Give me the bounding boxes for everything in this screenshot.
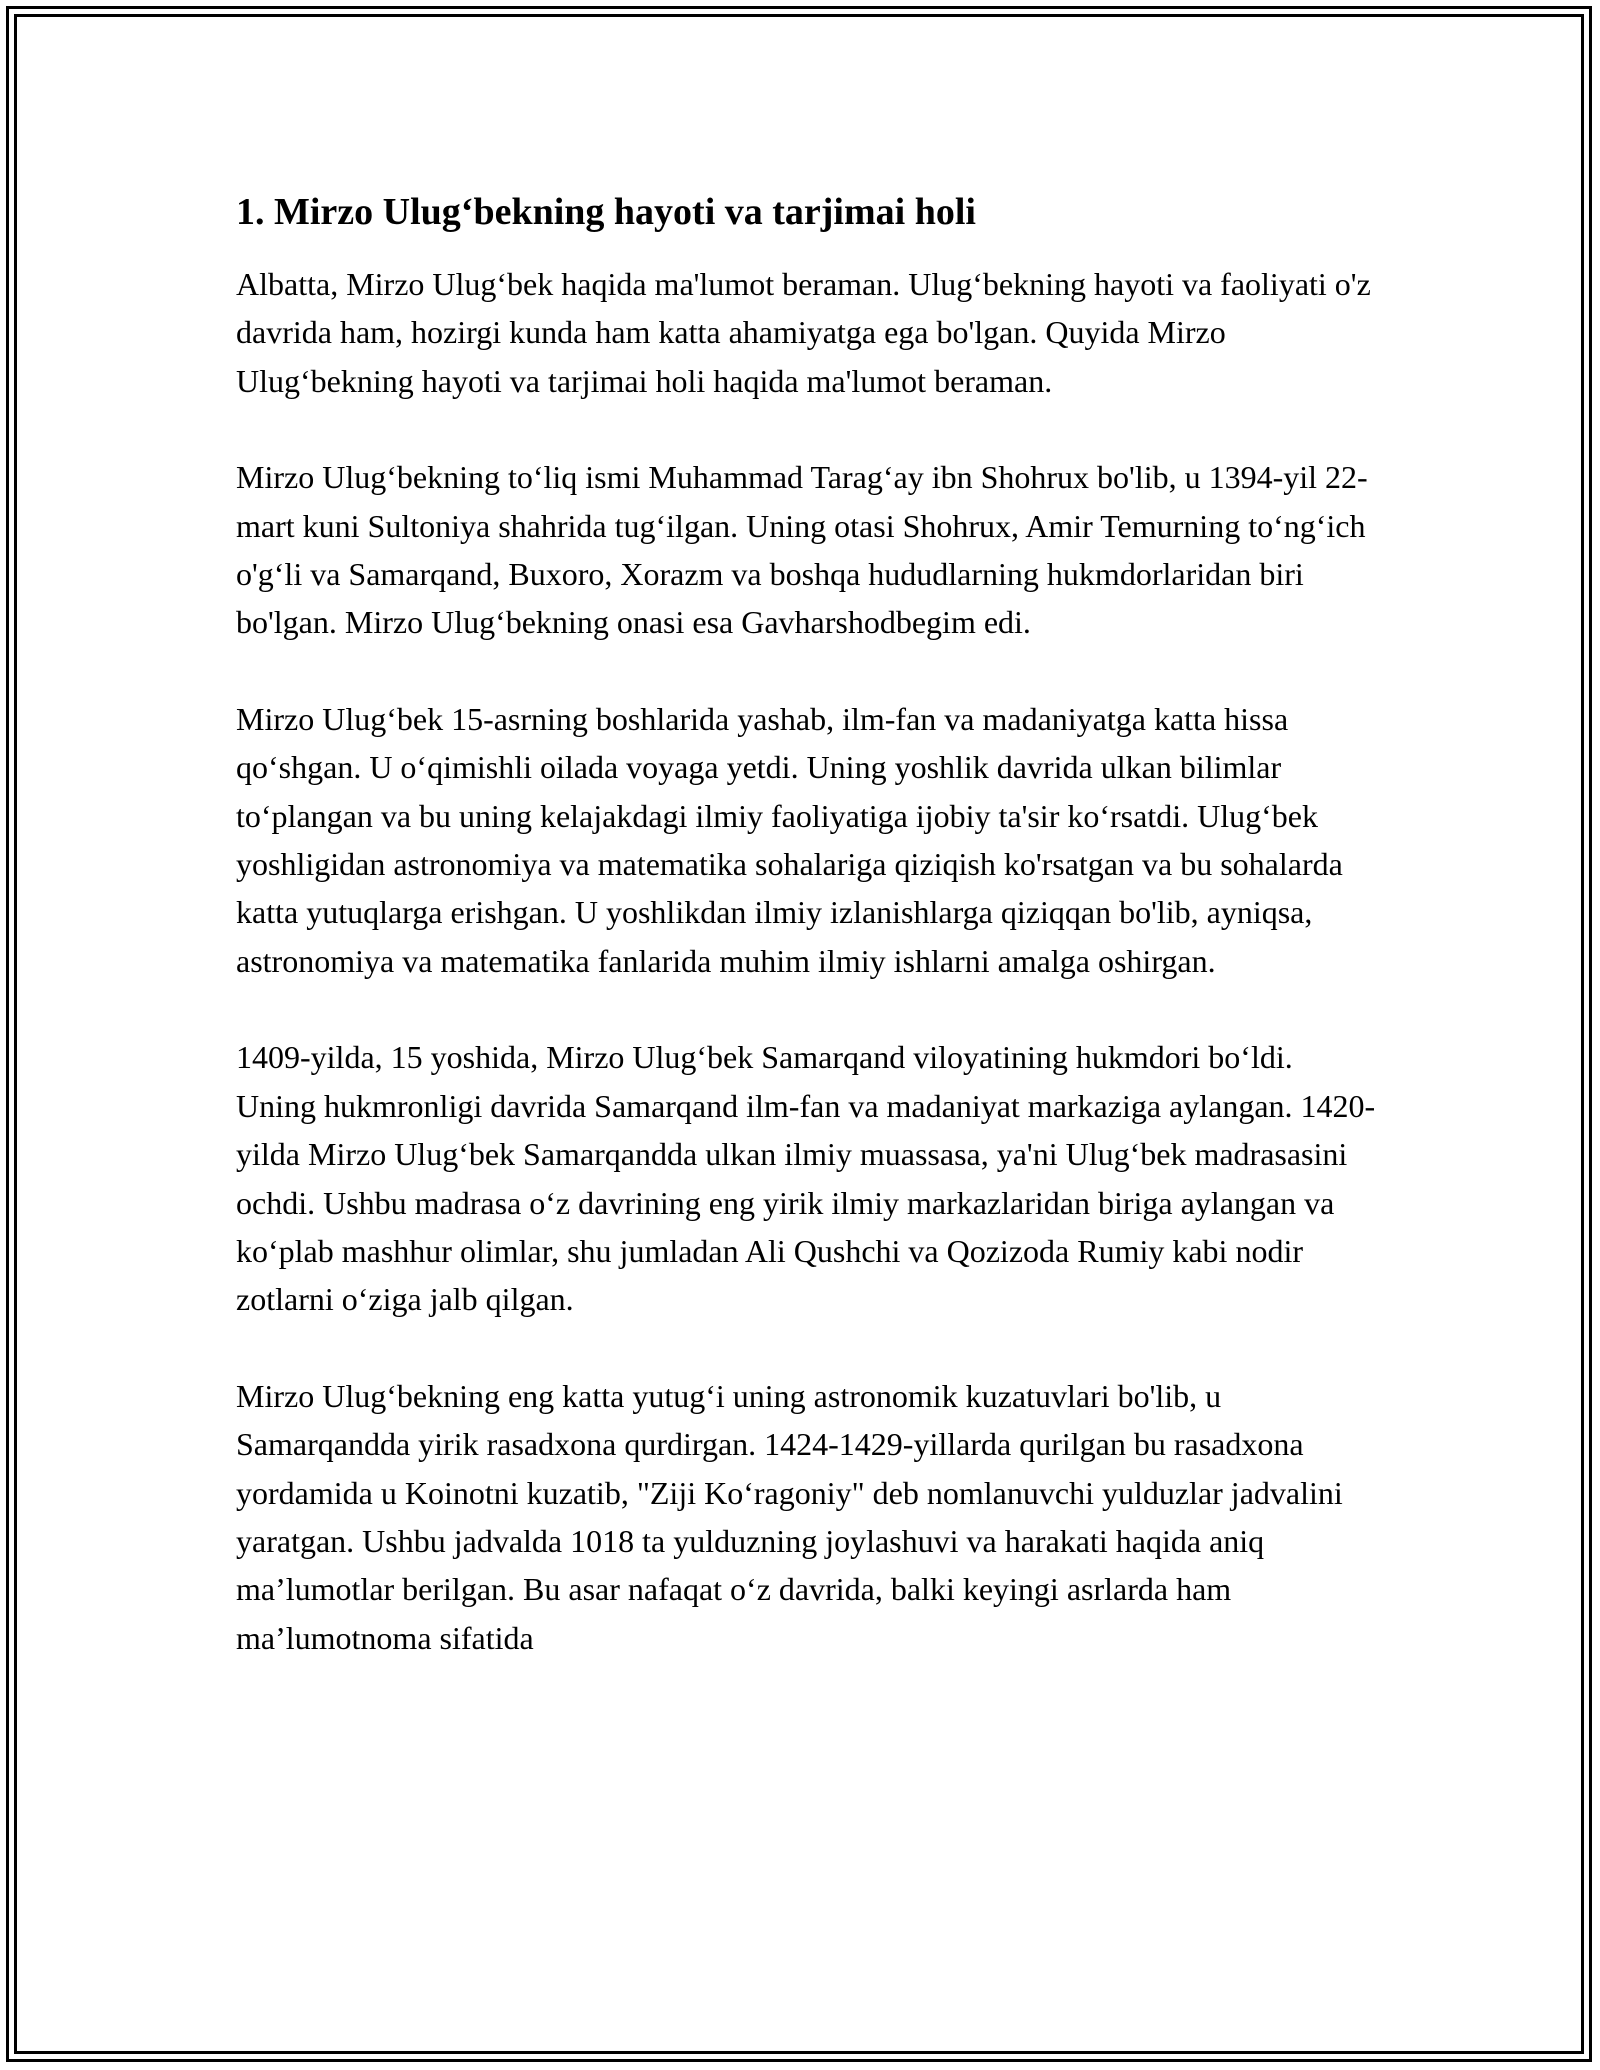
paragraph-origin: Mirzo Ulug‘bekning to‘liq ismi Muhammad Tarag‘ay ibn Shohrux bo'lib, u 1394-yil 22-mart kuni Sultoniya shahrida tug‘ilgan. Uning otasi Shohrux, Amir Temurning to‘ng‘ich o'g‘li va Samarqand, Buxoro, Xorazm va boshqa hududlarning hukmdorlaridan biri bo'lgan. Mirzo Ulug‘bekning onasi esa Gavharshodbegim edi. [236, 459, 1368, 641]
paragraph-rule: 1409-yilda, 15 yoshida, Mirzo Ulug‘bek Samarqand viloyatining hukmdori bo‘ldi. Uning hukmronligi davrida Samarqand ilm-fan va madaniyat markaziga aylangan. 1420-yilda Mirzo Ulug‘bek Samarqandda ulkan ilmiy muassasa, ya'ni Ulug‘bek madrasasini ochdi. Ushbu madrasa o‘z davrining eng yirik ilmiy markazlaridan biriga aylangan va ko‘plab mashhur olimlar, shu jumladan Ali Qushchi va Qozizoda Rumiy kabi nodir zotlarni o‘ziga jalb qilgan. [236, 1039, 1376, 1318]
paragraph-intro: Albatta, Mirzo Ulug‘bek haqida ma'lumot beraman. Ulug‘bekning hayoti va faoliyati o'z davrida ham, hozirgi kunda ham katta ahamiyatga ega bo'lgan. Quyida Mirzo Ulug‘bekning hayoti va tarjimai holi haqida ma'lumot beraman. [236, 266, 1371, 399]
paragraph-youth: Mirzo Ulug‘bek 15-asrning boshlarida yashab, ilm-fan va madaniyatga katta hissa qo‘shgan. U o‘qimishli oilada voyaga yetdi. Uning yoshlik davrida ulkan bilimlar to‘plangan va bu uning kelajakdagi ilmiy faoliyatiga ijobiy ta'sir ko‘rsatdi. Ulug‘bek yoshligidan astronomiya va matematika sohalariga qiziqish ko'rsatgan va bu sohalarda katta yutuqlarga erishgan. U yoshlikdan ilmiy izlanishlarga qiziqqan bo'lib, ayniqsa, astronomiya va matematika fanlarida muhim ilmiy ishlarni amalga oshirgan. [236, 700, 1343, 979]
paragraph-astronomy: Mirzo Ulug‘bekning eng katta yutug‘i uning astronomik kuzatuvlari bo'lib, u Samarqandda yirik rasadxona qurdirgan. 1424-1429-yillarda qurilgan bu rasadxona yordamida u Koinotni kuzatib, "Ziji Ko‘ragoniy" deb nomlanuvchi yulduzlar jadvalini yaratgan. Ushbu jadvalda 1018 ta yulduzning joylashuvi va harakati haqida aniq ma’lumotlar berilgan. Bu asar nafaqat o‘z davrida, balki keyingi asrlarda ham ma’lumotnoma sifatida [236, 1377, 1343, 1656]
document-body [236, 186, 1376, 1662]
section-heading: 1. Mirzo Ulug‘bekning hayoti va tarjimai holi [236, 191, 976, 233]
